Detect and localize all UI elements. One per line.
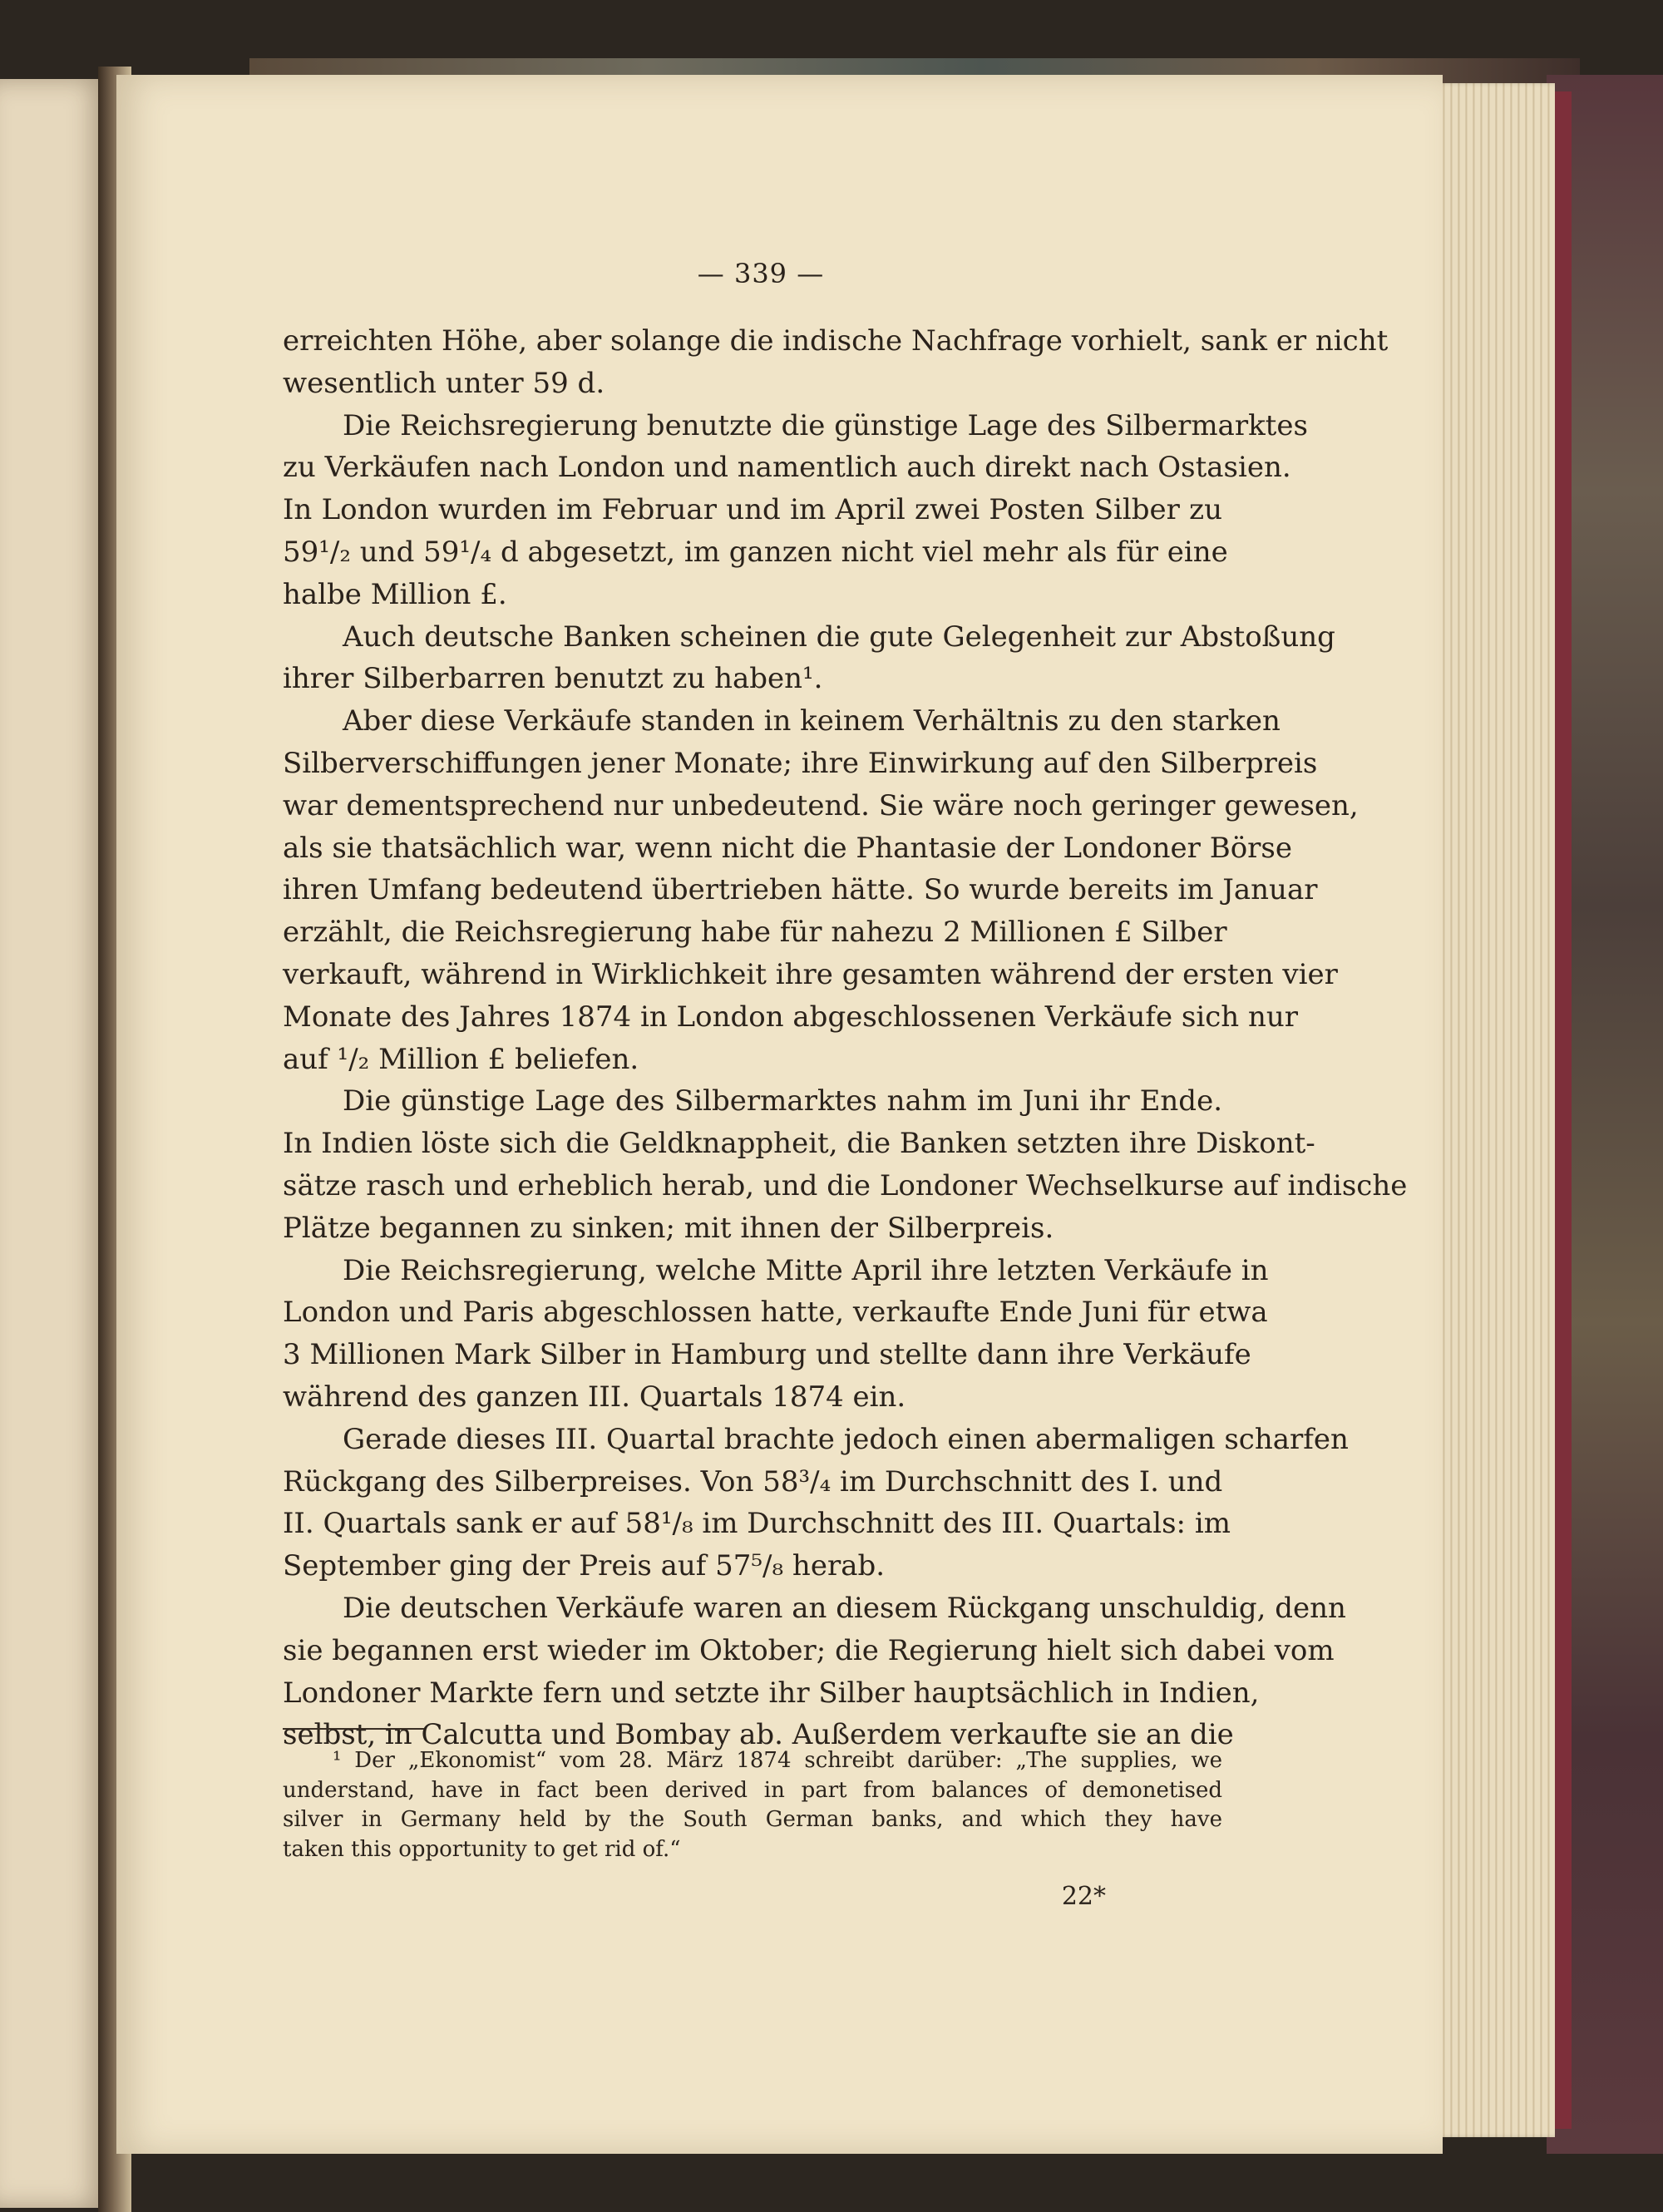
text-line: Monate des Jahres 1874 in London abgeschlossenen Verkäufe sich nur [283,1000,1299,1034]
text-line: Die Reichsregierung benutzte die günstige Lage des Silbermarktes [343,408,1308,442]
text-line: Gerade dieses III. Quartal brachte jedoch einen abermaligen scharfen [343,1422,1349,1456]
text-line: war dementsprechend nur unbedeutend. Sie wäre noch geringer gewesen, [283,788,1359,822]
text-line: Rückgang des Silberpreises. Von 58³/₄ im Durchschnitt des I. und [283,1464,1223,1499]
text-line: Auch deutsche Banken scheinen die gute Gelegenheit zur Abstoßung [343,620,1335,654]
book-spine-edge [1555,91,1572,2129]
text-line: erreichten Höhe, aber solange die indische Nachfrage vorhielt, sank er nicht [283,324,1389,358]
page-number: — 339 — [697,258,825,289]
text-line: während des ganzen III. Quartals 1874 ein. [283,1380,906,1414]
text-line: selbst, in Calcutta und Bombay ab. Außerdem verkaufte sie an die [283,1718,1234,1752]
text-line: Londoner Markte fern und setzte ihr Silber hauptsächlich in Indien, [283,1676,1260,1710]
text-line: 3 Millionen Mark Silber in Hamburg und stellte dann ihre Verkäufe [283,1338,1251,1372]
text-line: auf ¹/₂ Million £ beliefen. [283,1042,639,1076]
text-line: September ging der Preis auf 57⁵/₈ herab. [283,1549,886,1583]
text-line: Aber diese Verkäufe standen in keinem Verhältnis zu den starken [343,704,1281,738]
text-line: Plätze begannen zu sinken; mit ihnen der Silberpreis. [283,1211,1054,1245]
text-line: ihrer Silberbarren benutzt zu haben¹. [283,662,823,696]
text-line: erzählt, die Reichsregierung habe für nahezu 2 Millionen £ Silber [283,916,1227,950]
text-line: In London wurden im Februar und im April zwei Posten Silber zu [283,493,1222,527]
text-line: Die deutschen Verkäufe waren an diesem Rückgang unschuldig, denn [343,1591,1346,1625]
footnote-line: understand, have in fact been derived in part from balances of demonetised [283,1777,1222,1803]
text-line: verkauft, während in Wirklichkeit ihre gesamten während der ersten vier [283,957,1338,991]
signature-mark: 22* [1061,1882,1106,1911]
text-line: In Indien löste sich die Geldknappheit, die Banken setzten ihre Diskont- [283,1127,1315,1161]
page-edges-stack [1430,83,1555,2137]
text-line: 59¹/₂ und 59¹/₄ d abgesetzt, im ganzen nicht viel mehr als für eine [283,535,1228,569]
text-line: Die günstige Lage des Silbermarktes nahm im Juni ihr Ende. [343,1084,1222,1118]
footnote-rule [283,1728,424,1730]
text-line: ihren Umfang bedeutend übertrieben hätte. So wurde bereits im Januar [283,873,1318,907]
body-text [283,320,1408,1756]
text-line: wesentlich unter 59 d. [283,366,605,400]
text-line: sie begannen erst wieder im Oktober; die Regierung hielt sich dabei vom [283,1633,1335,1667]
footnote-line: taken this opportunity to get rid of.“ [283,1836,681,1862]
footnote [283,1746,1222,1864]
text-line: Die Reichsregierung, welche Mitte April ihre letzten Verkäufe in [343,1253,1269,1287]
left-page-edge [0,79,108,2208]
text-line: London und Paris abgeschlossen hatte, verkaufte Ende Juni für etwa [283,1296,1268,1330]
text-line: zu Verkäufen nach London und namentlich auch direkt nach Ostasien. [283,451,1291,485]
text-line: II. Quartals sank er auf 58¹/₈ im Durchschnitt des III. Quartals: im [283,1507,1231,1541]
footnote-line: silver in Germany held by the South German banks, and which they have [283,1807,1222,1832]
text-line: als sie thatsächlich war, wenn nicht die Phantasie der Londoner Börse [283,831,1292,865]
text-line: sätze rasch und erheblich herab, und die Londoner Wechselkurse auf indische [283,1168,1408,1202]
text-line: halbe Million £. [283,577,507,611]
footnote-line: ¹ Der „Ekonomist“ vom 28. März 1874 schreibt darüber: „The supplies, we [333,1748,1222,1773]
text-line: Silberverschiffungen jener Monate; ihre Einwirkung auf den Silberpreis [283,746,1318,780]
